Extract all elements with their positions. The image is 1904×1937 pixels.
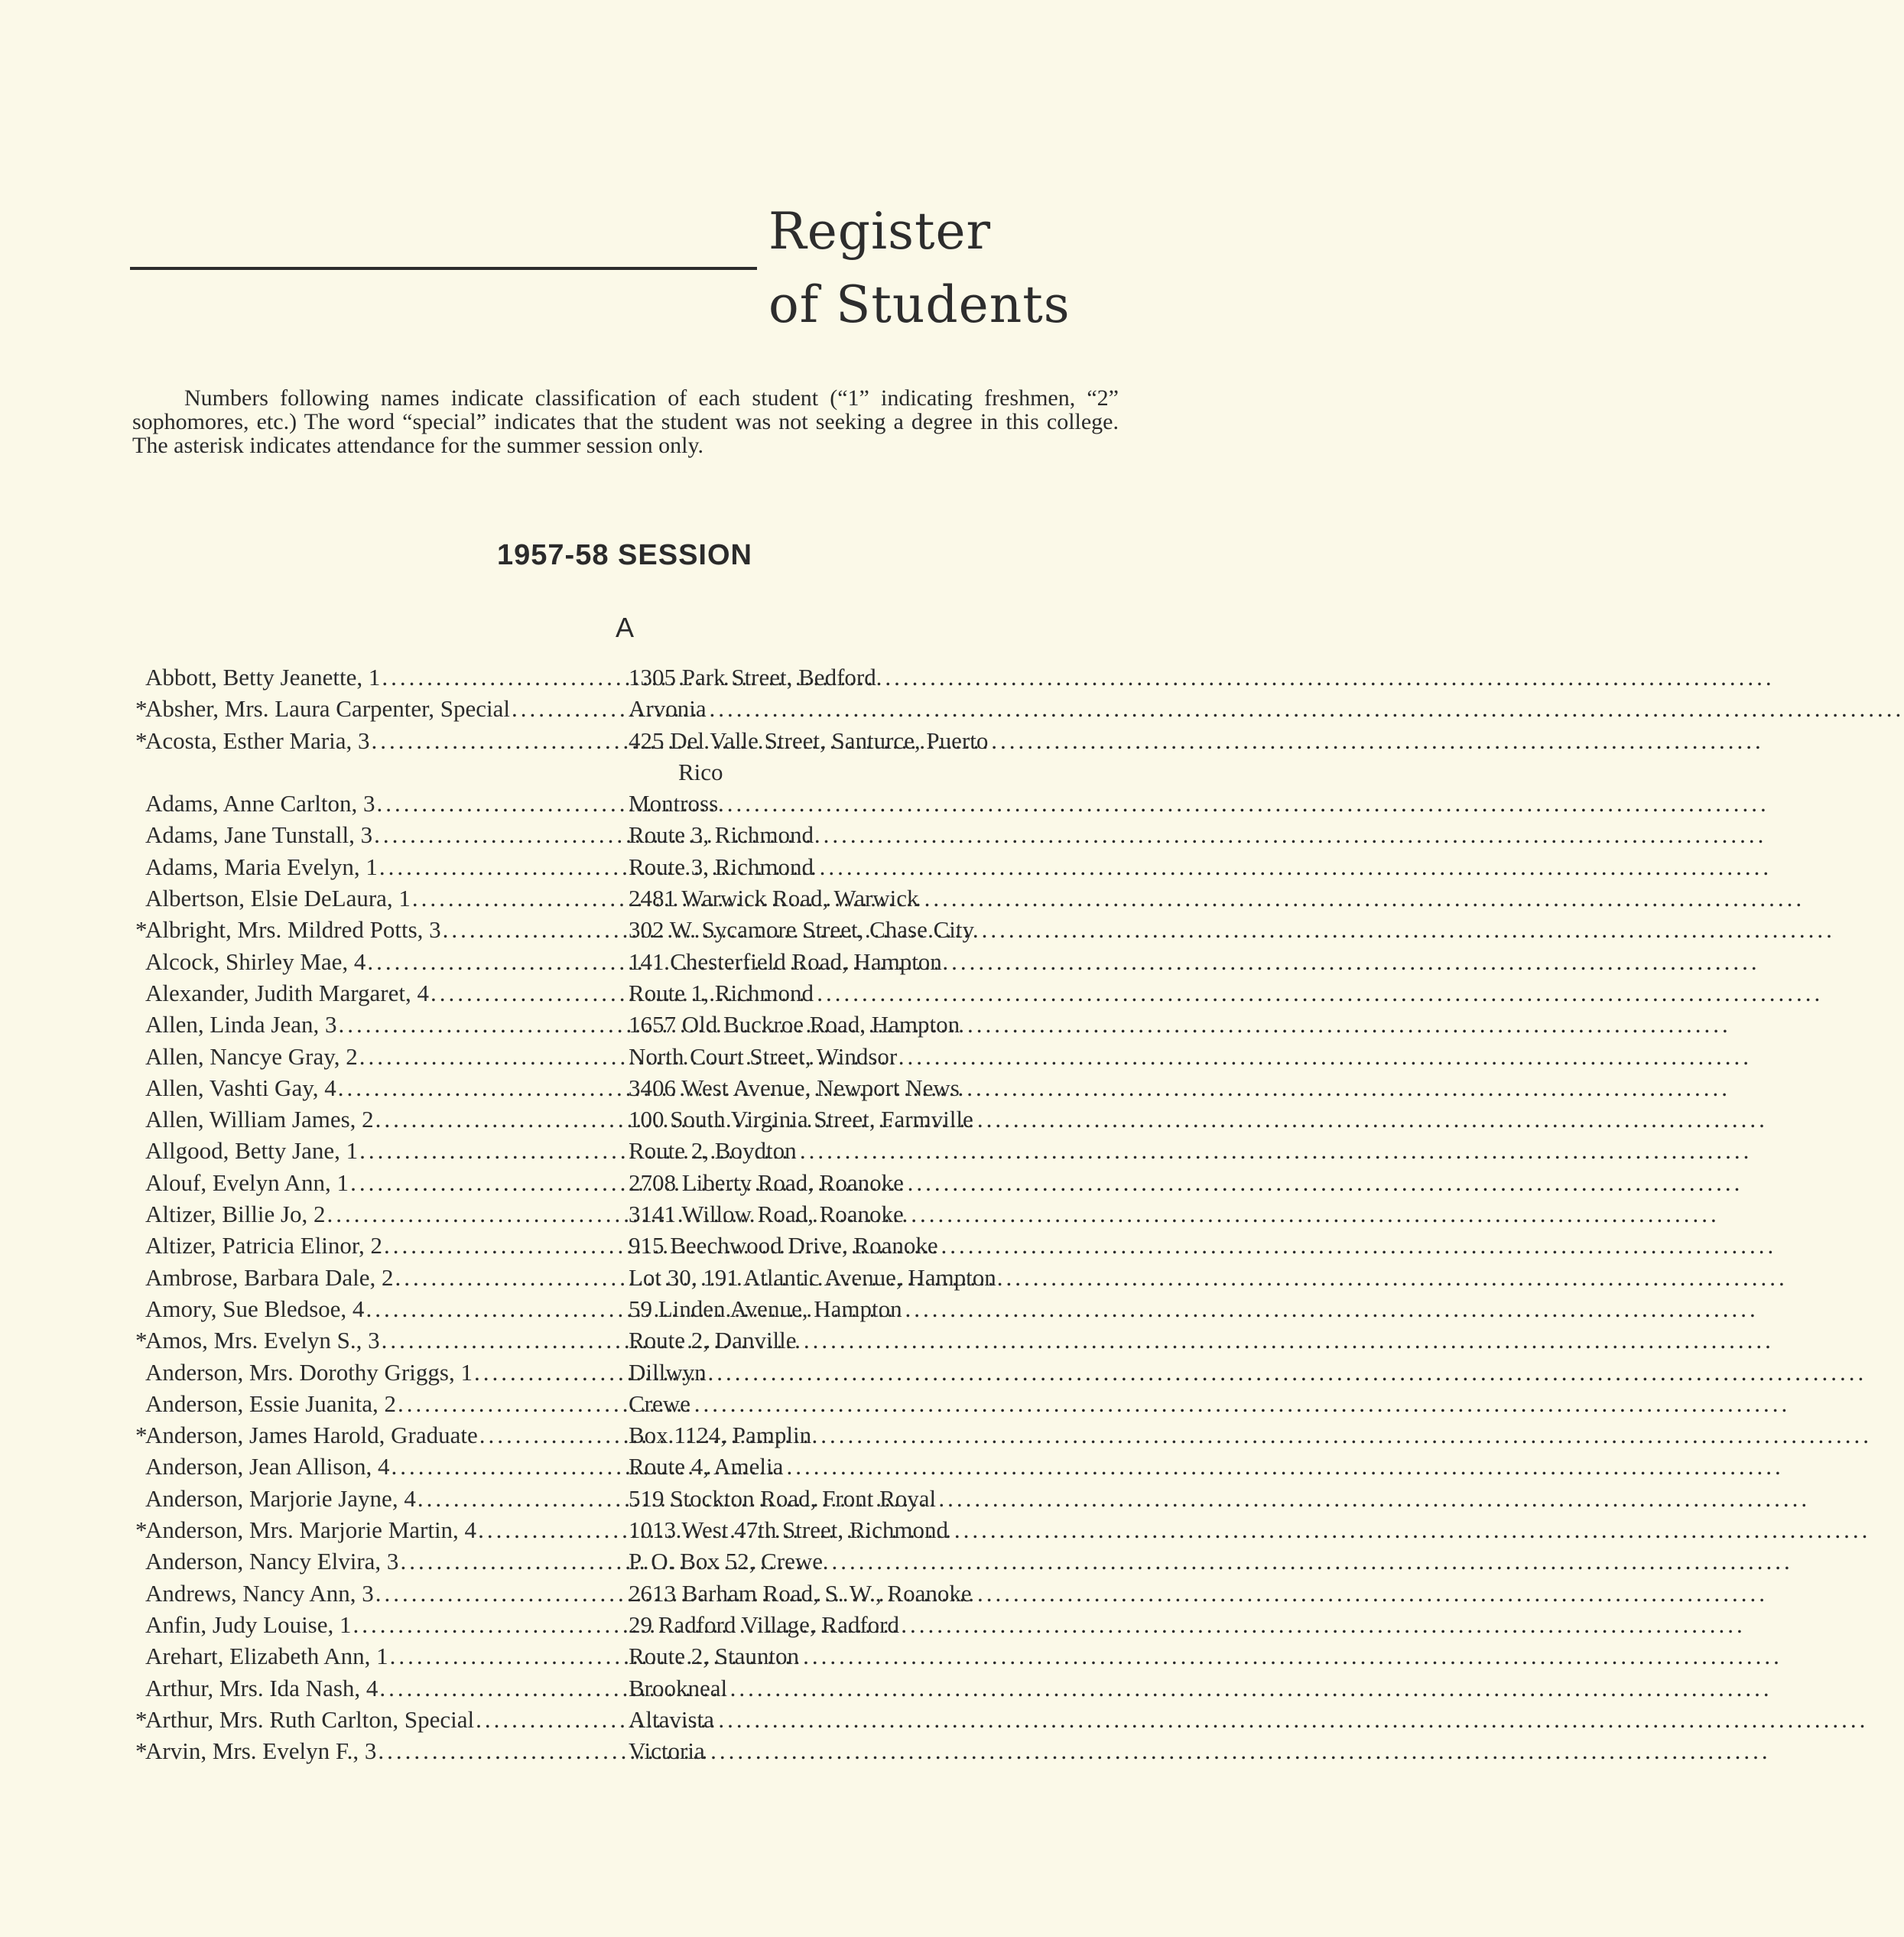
student-name-text: Arehart, Elizabeth Ann, 1 xyxy=(145,1643,388,1670)
student-entry xyxy=(0,1072,1311,1103)
leader-dots xyxy=(379,851,1772,882)
student-name-text: Anderson, James Harold, Graduate xyxy=(145,1422,478,1449)
student-address: Route 2, Boydton xyxy=(629,1137,797,1165)
student-address: Route 2, Danville xyxy=(629,1327,797,1354)
student-name xyxy=(145,1293,629,1324)
session-heading: 1957-58 SESSION xyxy=(497,539,752,571)
student-name-text: Anderson, Mrs. Marjorie Martin, 4 xyxy=(145,1516,477,1544)
student-name-text: Adams, Maria Evelyn, 1 xyxy=(145,853,378,880)
student-name xyxy=(145,1609,629,1640)
leader-dots xyxy=(418,1483,1810,1514)
student-address: 141 Chesterfield Road, Hampton xyxy=(629,947,942,975)
student-name xyxy=(135,725,629,756)
summer-asterisk: * xyxy=(135,726,148,754)
student-address: 519 Stockton Road, Front Royal xyxy=(629,1484,937,1512)
student-name-text: Anderson, Marjorie Jayne, 4 xyxy=(145,1484,416,1512)
student-entry xyxy=(0,1293,1311,1324)
student-name xyxy=(145,1198,629,1230)
leader-dots xyxy=(377,788,1769,819)
student-name-text: Amos, Mrs. Evelyn S., 3 xyxy=(145,1327,380,1354)
student-address: 1013 West 47th Street, Richmond xyxy=(629,1516,948,1544)
student-entry xyxy=(0,693,1311,724)
student-name xyxy=(135,1324,629,1356)
student-entry xyxy=(0,946,1311,977)
student-entry xyxy=(0,725,1311,756)
student-name xyxy=(145,1672,629,1704)
student-name-text: Alouf, Evelyn Ann, 1 xyxy=(145,1168,349,1196)
leader-dots xyxy=(359,1135,1752,1166)
student-name-text: Andrews, Nancy Ann, 3 xyxy=(145,1579,374,1607)
leader-dots xyxy=(350,1167,1743,1198)
student-name xyxy=(145,1357,629,1388)
student-name xyxy=(145,1009,629,1040)
student-name xyxy=(145,788,629,819)
student-name-text: Altizer, Patricia Elinor, 2 xyxy=(145,1232,382,1259)
title-line-2: of Students xyxy=(768,275,1071,334)
student-name xyxy=(145,1483,629,1514)
student-name xyxy=(145,1072,629,1103)
student-name-text: Allen, Nancye Gray, 2 xyxy=(145,1042,358,1070)
student-entry xyxy=(0,1357,1311,1388)
student-address: Route 3, Richmond xyxy=(629,853,814,880)
student-address: Victoria xyxy=(629,1737,705,1765)
student-address: 3141 Willow Road, Roanoke xyxy=(629,1201,904,1228)
title-rule xyxy=(130,267,757,270)
student-entry xyxy=(0,661,1311,693)
student-entry xyxy=(0,1135,1311,1166)
student-entry xyxy=(0,851,1311,882)
student-address: Altavista xyxy=(629,1705,714,1733)
student-entry xyxy=(0,819,1311,850)
student-entry xyxy=(0,1672,1311,1704)
student-address: Route 4, Amelia xyxy=(629,1453,784,1480)
leader-dots xyxy=(384,1230,1776,1261)
student-name xyxy=(135,1419,629,1451)
student-name xyxy=(135,1514,629,1545)
leader-dots xyxy=(395,1262,1788,1293)
student-entry xyxy=(0,1514,1311,1545)
student-name xyxy=(145,1103,629,1135)
student-address: 3406 West Avenue, Newport News xyxy=(629,1074,960,1101)
student-name xyxy=(145,1545,629,1577)
leader-dots xyxy=(412,882,1805,914)
student-name-text: Anderson, Essie Juanita, 2 xyxy=(145,1389,397,1417)
student-address: Lot 30, 191 Atlantic Avenue, Hampton xyxy=(629,1263,996,1291)
student-name-text: Allgood, Betty Jane, 1 xyxy=(145,1137,359,1165)
student-name-text: Absher, Mrs. Laura Carpenter, Special xyxy=(145,695,510,723)
student-name xyxy=(135,1704,629,1735)
student-address: 59 Linden Avenue, Hampton xyxy=(629,1295,902,1322)
leader-dots xyxy=(379,1672,1772,1704)
student-entry xyxy=(0,1483,1311,1514)
leader-dots xyxy=(512,693,1904,724)
student-address: Route 2, Staunton xyxy=(629,1643,800,1670)
leader-dots xyxy=(390,1640,1782,1672)
leader-dots xyxy=(375,1578,1768,1609)
student-entry xyxy=(0,1609,1311,1640)
student-name-text: Albertson, Elsie DeLaura, 1 xyxy=(145,885,411,912)
student-address: 1305 Park Street, Bedford xyxy=(629,664,876,691)
student-name-text: Albright, Mrs. Mildred Potts, 3 xyxy=(145,916,441,944)
student-entry xyxy=(0,1324,1311,1356)
student-address: 100 South Virginia Street, Farmville xyxy=(629,1106,973,1133)
summer-asterisk: * xyxy=(135,1705,148,1733)
section-letter: A xyxy=(615,612,634,643)
student-entry xyxy=(0,977,1311,1009)
student-entry xyxy=(0,1262,1311,1293)
student-name-text: Amory, Sue Bledsoe, 4 xyxy=(145,1295,365,1322)
leader-dots xyxy=(378,1735,1770,1766)
student-entry xyxy=(0,1167,1311,1198)
student-name xyxy=(145,882,629,914)
student-address: North Court Street, Windsor xyxy=(629,1042,898,1070)
student-name-text: Anderson, Mrs. Dorothy Griggs, 1 xyxy=(145,1358,473,1386)
student-name-text: Alexander, Judith Margaret, 4 xyxy=(145,979,429,1006)
leader-dots xyxy=(391,1451,1783,1482)
leader-dots xyxy=(382,661,1774,693)
student-entry xyxy=(0,1419,1311,1451)
student-entry xyxy=(0,788,1311,819)
summer-asterisk: * xyxy=(135,1327,148,1354)
student-entry xyxy=(0,914,1311,945)
leader-dots xyxy=(359,1041,1752,1072)
summer-asterisk: * xyxy=(135,695,148,723)
student-address: Crewe xyxy=(629,1389,690,1417)
leader-dots xyxy=(353,1609,1746,1640)
student-name-text: Arvin, Mrs. Evelyn F., 3 xyxy=(145,1737,377,1765)
student-address-continuation: Rico xyxy=(678,758,723,785)
student-entry xyxy=(0,882,1311,914)
leader-dots xyxy=(374,819,1766,850)
student-name-text: Allen, William James, 2 xyxy=(145,1106,374,1133)
title-line-1: Register xyxy=(768,202,992,261)
student-name-text: Acosta, Esther Maria, 3 xyxy=(145,726,370,754)
student-address: Dillwyn xyxy=(629,1358,707,1386)
student-entry xyxy=(0,1041,1311,1072)
student-name xyxy=(145,1388,629,1419)
intro-paragraph xyxy=(132,386,1119,457)
summer-asterisk: * xyxy=(135,1422,148,1449)
student-entry xyxy=(0,1704,1311,1735)
student-name xyxy=(145,1230,629,1261)
student-name-text: Allen, Vashti Gay, 4 xyxy=(145,1074,336,1101)
student-name xyxy=(145,977,629,1009)
student-name xyxy=(145,1451,629,1482)
student-address: Montross xyxy=(629,790,719,817)
leader-dots xyxy=(382,1324,1774,1356)
student-entry xyxy=(0,1545,1311,1577)
student-name xyxy=(145,946,629,977)
leader-dots xyxy=(398,1388,1790,1419)
student-entry xyxy=(0,1388,1311,1419)
student-address-continuation-row xyxy=(0,756,1311,788)
student-address: P. O. Box 52, Crewe xyxy=(629,1548,824,1575)
leader-dots xyxy=(400,1545,1792,1577)
student-name xyxy=(145,1041,629,1072)
leader-dots xyxy=(327,1198,1720,1230)
student-name-text: Altizer, Billie Jo, 2 xyxy=(145,1201,326,1228)
student-address: 29 Radford Village, Radford xyxy=(629,1610,899,1638)
student-entry xyxy=(0,1103,1311,1135)
student-address: 2708 Liberty Road, Roanoke xyxy=(629,1168,904,1196)
student-address: 302 W. Sycamore Street, Chase City xyxy=(629,916,975,944)
summer-asterisk: * xyxy=(135,916,148,944)
student-name-text: Arthur, Mrs. Ida Nash, 4 xyxy=(145,1674,379,1701)
student-name xyxy=(145,1262,629,1293)
student-name xyxy=(145,1135,629,1166)
student-name-text: Adams, Jane Tunstall, 3 xyxy=(145,821,373,849)
student-list xyxy=(0,661,1311,1766)
register-title xyxy=(768,195,1136,342)
student-address: Route 1, Richmond xyxy=(629,979,814,1006)
student-name xyxy=(145,1167,629,1198)
student-name xyxy=(135,914,629,945)
leader-dots xyxy=(372,725,1764,756)
leader-dots xyxy=(366,1293,1758,1324)
student-address: Route 3, Richmond xyxy=(629,821,814,849)
student-address: 2481 Warwick Road, Warwick xyxy=(629,885,919,912)
student-name-text: Anfin, Judy Louise, 1 xyxy=(145,1610,352,1638)
student-entry xyxy=(0,1578,1311,1609)
student-name xyxy=(135,693,629,724)
summer-asterisk: * xyxy=(135,1737,148,1765)
student-name-text: Arthur, Mrs. Ruth Carlton, Special xyxy=(145,1705,475,1733)
student-address: 915 Beechwood Drive, Roanoke xyxy=(629,1232,938,1259)
student-name-text: Abbott, Betty Jeanette, 1 xyxy=(145,664,381,691)
summer-asterisk: * xyxy=(135,1516,148,1544)
student-entry xyxy=(0,1451,1311,1482)
student-name-text: Allen, Linda Jean, 3 xyxy=(145,1011,337,1038)
student-address: Arvonia xyxy=(629,695,707,723)
student-name xyxy=(145,1640,629,1672)
student-name xyxy=(145,819,629,850)
student-name-text: Anderson, Nancy Elvira, 3 xyxy=(145,1548,399,1575)
student-address: 425 Del Valle Street, Santurce, Puerto xyxy=(629,726,989,754)
student-address: 2613 Barham Road, S. W., Roanoke xyxy=(629,1579,972,1607)
student-address: 1657 Old Buckroe Road, Hampton xyxy=(629,1011,960,1038)
student-name-text: Anderson, Jean Allison, 4 xyxy=(145,1453,390,1480)
leader-dots xyxy=(375,1103,1768,1135)
student-name xyxy=(135,1735,629,1766)
leader-dots xyxy=(339,1009,1731,1040)
student-entry xyxy=(0,1230,1311,1261)
student-name-text: Adams, Anne Carlton, 3 xyxy=(145,790,375,817)
student-entry xyxy=(0,1198,1311,1230)
student-entry xyxy=(0,1735,1311,1766)
leader-dots xyxy=(367,946,1759,977)
student-entry xyxy=(0,1009,1311,1040)
student-name xyxy=(145,661,629,693)
student-entry xyxy=(0,1640,1311,1672)
student-name xyxy=(145,1578,629,1609)
student-name xyxy=(145,851,629,882)
student-name-text: Alcock, Shirley Mae, 4 xyxy=(145,947,366,975)
student-address: Box 1124, Pamplin xyxy=(629,1422,812,1449)
student-address: Brookneal xyxy=(629,1674,728,1701)
student-name-text: Ambrose, Barbara Dale, 2 xyxy=(145,1263,394,1291)
intro-text: Numbers following names indicate classification of each student (“1” indicating freshmen, “2” sophomores, etc.) The word “special” indicates that the student was not seeking a degree in this college. The asterisk indicates attendance for the summer session only. xyxy=(132,385,1119,458)
leader-dots xyxy=(338,1072,1730,1103)
